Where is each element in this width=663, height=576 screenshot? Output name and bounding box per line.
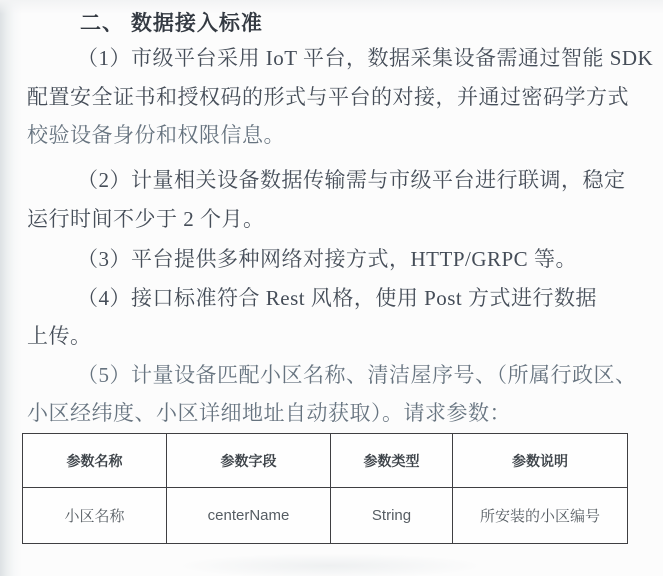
- paragraph-1-line-2: 配置安全证书和授权码的形式与平台的对接，并通过密码学方式: [27, 85, 629, 109]
- paragraph-1-line-3: 校验设备身份和权限信息。: [27, 123, 285, 147]
- table-header-row: [23, 434, 628, 488]
- paragraph-1-line-1: （1）市级平台采用 IoT 平台，数据采集设备需通过智能 SDK: [77, 46, 654, 70]
- table-cell-param-type: String: [331, 488, 453, 544]
- table-cell-param-desc: 所安装的小区编号: [453, 488, 628, 544]
- paragraph-4-line-2: 上传。: [27, 324, 92, 348]
- section-title: 二、 数据接入标准: [80, 12, 263, 35]
- table-header-param-name: 参数名称: [23, 434, 167, 488]
- table-header-param-type: 参数类型: [331, 434, 453, 488]
- request-params-table: [22, 433, 628, 544]
- paragraph-2-line-1: （2）计量相关设备数据传输需与市级平台进行联调，稳定: [77, 168, 626, 192]
- paragraph-3-line-1: （3）平台提供多种网络对接方式，HTTP/GRPC 等。: [77, 247, 577, 271]
- table-cell-param-field: centerName: [167, 488, 331, 544]
- paragraph-2-line-2: 运行时间不少于 2 个月。: [27, 207, 265, 231]
- table-header-param-field: 参数字段: [167, 434, 331, 488]
- paragraph-4-line-1: （4）接口标准符合 Rest 风格，使用 Post 方式进行数据: [77, 286, 598, 310]
- table-row: [23, 488, 628, 544]
- paragraph-5-line-1: （5）计量设备匹配小区名称、清洁屋序号、（所属行政区、: [77, 363, 637, 387]
- table-cell-param-name: 小区名称: [23, 488, 167, 544]
- table-header-param-desc: 参数说明: [453, 434, 628, 488]
- paragraph-5-line-2: 小区经纬度、小区详细地址自动获取）。请求参数：: [27, 401, 511, 425]
